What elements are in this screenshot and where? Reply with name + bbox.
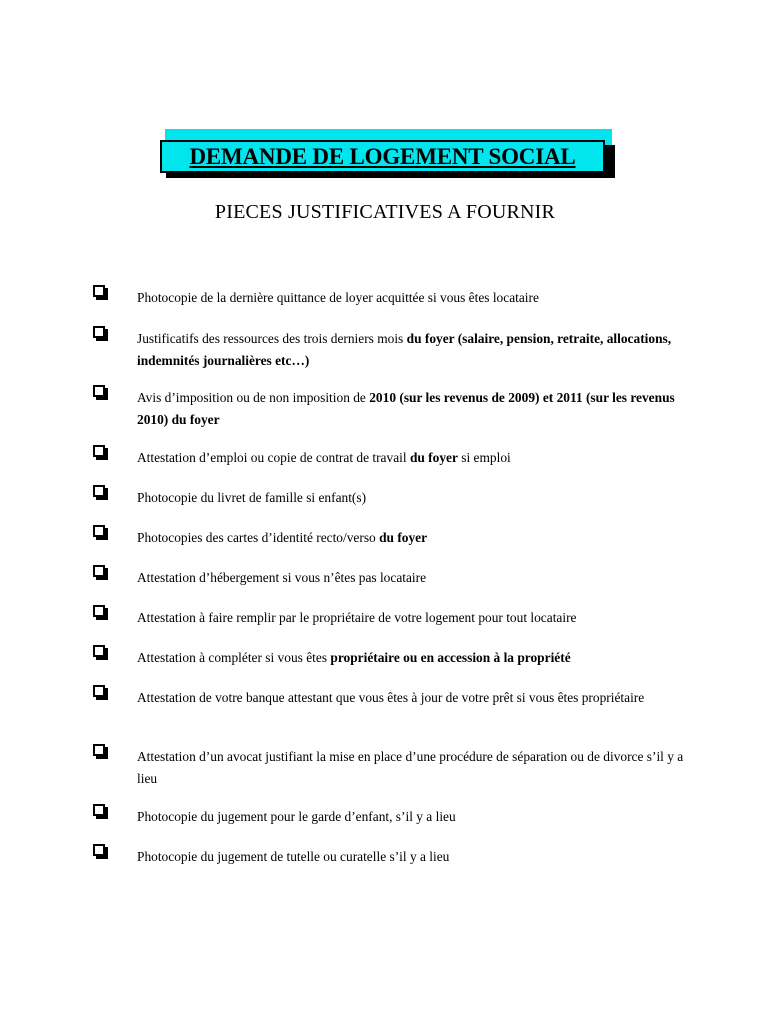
checkbox-box xyxy=(93,804,105,816)
item-text-plain: Avis d’imposition ou de non imposition de xyxy=(137,390,370,405)
checkbox-box xyxy=(93,744,105,756)
checkbox-icon[interactable] xyxy=(93,844,107,858)
page-subtitle: PIECES JUSTIFICATIVES A FOURNIR xyxy=(214,201,556,223)
checklist-item-text xyxy=(137,447,685,469)
checkbox-box xyxy=(93,844,105,856)
checklist-item-text xyxy=(137,527,685,549)
checkbox-icon[interactable] xyxy=(93,605,107,619)
checkbox-icon[interactable] xyxy=(93,385,107,399)
item-text-bold: du foyer (salaire, pension, retraite, allocations, indemnités journalières etc…) xyxy=(137,331,672,368)
checkbox-icon[interactable] xyxy=(93,326,107,340)
checkbox-icon[interactable] xyxy=(93,285,107,299)
checkbox-box xyxy=(93,285,105,297)
checklist-item-text xyxy=(137,328,685,372)
title-banner xyxy=(157,129,617,179)
item-text-bold: du foyer xyxy=(379,530,428,545)
checkbox-icon[interactable] xyxy=(93,445,107,459)
item-text-bold: 2010 (sur les revenus de 2009) et 2011 (sur les revenus 2010) du foyer xyxy=(137,390,675,427)
checkbox-icon[interactable] xyxy=(93,804,107,818)
checkbox-box xyxy=(93,385,105,397)
item-text-plain: Photocopie du jugement pour le garde d’enfant, s’il y a lieu xyxy=(137,809,456,824)
item-text-plain: Photocopies des cartes d’identité recto/verso xyxy=(137,530,380,545)
item-text-plain: Attestation d’emploi ou copie de contrat de travail xyxy=(137,450,410,465)
item-text-plain: Attestation d’hébergement si vous n’êtes pas locataire xyxy=(137,570,427,585)
checkbox-icon[interactable] xyxy=(93,744,107,758)
checkbox-box xyxy=(93,605,105,617)
checkbox-icon[interactable] xyxy=(93,485,107,499)
checklist-item-text xyxy=(137,806,685,828)
page-title: DEMANDE DE LOGEMENT SOCIAL xyxy=(189,144,576,169)
item-text-plain: Attestation à compléter si vous êtes xyxy=(137,650,331,665)
checklist-item-text xyxy=(137,607,685,629)
checkbox-box xyxy=(93,525,105,537)
checklist-item-text xyxy=(137,287,685,309)
checklist-item-text xyxy=(137,567,685,589)
checklist-item-text xyxy=(137,487,685,509)
checkbox-box xyxy=(93,685,105,697)
checkbox-icon[interactable] xyxy=(93,685,107,699)
item-text-plain: Justificatifs des ressources des trois derniers mois xyxy=(137,331,407,346)
item-text-plain: Attestation de votre banque attestant que vous êtes à jour de votre prêt si vous êtes propriétaire xyxy=(137,690,645,705)
item-text-plain: Attestation d’un avocat justifiant la mise en place d’une procédure de séparation ou de divorce s’il y a lieu xyxy=(137,749,684,786)
item-text-plain: Photocopie du livret de famille si enfant(s) xyxy=(137,490,367,505)
item-text-plain: Photocopie du jugement de tutelle ou curatelle s’il y a lieu xyxy=(137,849,450,864)
checkbox-box xyxy=(93,445,105,457)
checkbox-icon[interactable] xyxy=(93,525,107,539)
item-text-plain: Attestation à faire remplir par le propriétaire de votre logement pour tout locataire xyxy=(137,610,577,625)
item-text-plain: Photocopie de la dernière quittance de loyer acquittée si vous êtes locataire xyxy=(137,290,539,305)
checklist-item-text xyxy=(137,647,685,669)
checkbox-box xyxy=(93,485,105,497)
checkbox-box xyxy=(93,645,105,657)
checklist-item-text xyxy=(137,687,685,709)
item-text-bold: du foyer xyxy=(409,450,458,465)
checkbox-box xyxy=(93,565,105,577)
checkbox-icon[interactable] xyxy=(93,565,107,579)
checklist-item-text xyxy=(137,746,685,790)
title-box xyxy=(160,140,605,173)
checkbox-box xyxy=(93,326,105,338)
item-text-plain-end: si emploi xyxy=(457,450,511,465)
item-text-bold: propriétaire ou en accession à la propriété xyxy=(330,650,571,665)
checkbox-icon[interactable] xyxy=(93,645,107,659)
checklist-item-text xyxy=(137,846,685,868)
checklist-item-text xyxy=(137,387,685,431)
